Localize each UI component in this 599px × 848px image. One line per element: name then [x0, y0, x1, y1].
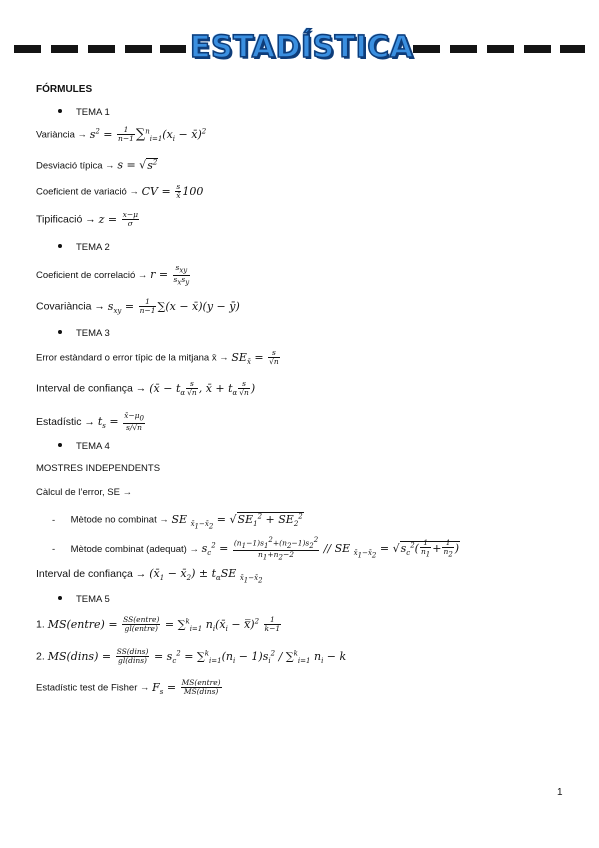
formula-expression: $s_c^2$ = $\frac{(n_1-1)s_1^2+(n_2-1)s_2^2}{n_1+n_2-2}$ // SE $_{x̄_1-x̄_2} = √s_c^2$( $\frac{1}{n_1}$ + $\frac{1}{n_2}$ )	[201, 536, 460, 562]
formula-expression: $t_s$ = $\frac{x̄-\mu_0}{s/√n}$	[97, 411, 144, 432]
decorative-dash	[125, 45, 152, 53]
decorative-dash	[51, 45, 78, 53]
decorative-dash	[560, 45, 585, 53]
formula-expression: MS(entre) = SS(entre) gl(entre) = ∑$^k_{i=1}$ $n_i(x̄_i$ − x̿)$^2$ $\frac{1}{k-1}$	[47, 615, 281, 633]
formula-standard-error	[36, 349, 281, 366]
formula-expression: SE $_{x̄_1-x̄_2} = √SE_1^2 + SE_2^2$	[171, 512, 303, 531]
formula-label: Error estàndard o error típic de la mitjana x̄ →	[36, 352, 229, 364]
formula-label: Coeficient de correlació →	[36, 270, 148, 281]
formula-covariance	[36, 298, 240, 315]
formula-expression: CV = $\frac{s}{x̄}$ 100	[141, 182, 204, 200]
title-banner	[0, 24, 599, 68]
bullet-tema-4	[58, 441, 110, 452]
tema-label: TEMA 2	[76, 242, 110, 253]
formula-number: 1.	[36, 618, 45, 631]
tema-label: TEMA 5	[76, 594, 110, 605]
formula-label: Interval de confiança →	[36, 568, 147, 580]
bullet-tema-1	[58, 107, 110, 118]
formula-label: Interval de confiança →	[36, 382, 147, 395]
formula-variance	[36, 126, 206, 143]
formula-expression: $s = √s^2$	[117, 158, 158, 172]
formula-expression: $s_{xy}$ = $\frac{1}{n-1}$ ∑(x − x̄)(y − ȳ)	[107, 297, 240, 315]
bullet-tema-3	[58, 328, 110, 339]
tema-label: TEMA 1	[76, 107, 110, 118]
formula-label: Estadístic test de Fisher →	[36, 682, 150, 694]
formula-ms-between	[36, 616, 282, 633]
formula-fisher	[36, 679, 223, 696]
tema-label: TEMA 3	[76, 328, 110, 339]
decorative-dash	[160, 45, 186, 53]
section-heading: FÓRMULES	[36, 84, 93, 95]
formula-expression: r = $s_{xy}$ $s_xs_y$	[150, 263, 190, 286]
page-number: 1	[557, 787, 563, 798]
formula-label: Estadístic →	[36, 415, 95, 428]
formula-expression: ($x̄_1$ − $x̄_2) \pm t_\alpha SE$ $_{x̄_1-x̄_2}$	[149, 567, 263, 585]
error-calculation-label: Càlcul de l’error, SE →	[36, 487, 133, 498]
bullet-tema-2	[58, 242, 110, 253]
formula-ms-within	[36, 648, 346, 665]
page-title: ESTADÍSTICA	[190, 30, 414, 65]
formula-expression: $s^2$ = $\frac{1}{n-1}$ $\sum^n_{i=1}(x_i$ − x̄)$^2$	[89, 125, 207, 143]
formula-cv	[36, 183, 203, 200]
formula-label: Coeficient de variació →	[36, 186, 139, 198]
formula-label: Mètode no combinat →	[70, 514, 169, 526]
decorative-dash	[14, 45, 41, 53]
formula-expression: z = $\frac{x-\mu}{\sigma}$	[98, 210, 139, 228]
formula-statistic	[36, 412, 146, 432]
formula-number: 2.	[36, 650, 45, 663]
formula-confidence-interval-2	[36, 567, 263, 585]
decorative-dash	[487, 45, 514, 53]
formula-confidence-interval	[36, 380, 255, 397]
decorative-dash	[450, 45, 477, 53]
formula-label: Variància →	[36, 129, 88, 141]
formula-uncombined-method: - Mètode no combinat → SE $_{x̄_1-x̄_2} = √SE_1^2 + SE_2^2$	[52, 512, 303, 531]
formula-label: Desviació típica →	[36, 160, 115, 172]
formula-correlation	[36, 264, 191, 286]
formula-expression: $F_s$ = MS(entre) MS(dins)	[152, 678, 221, 696]
formula-combined-method: - Mètode combinat (adequat) → $s_c^2$ = $\frac{(n_1-1)s_1^2+(n_2-1)s_2^2}{n_1+n_2-2}$ // SE $_{x̄_1-x̄_2} = √s_c^2$( $\frac{1}{n_1}$ + $\frac{1}{n_2}$ )	[52, 536, 460, 562]
formula-label: Mètode combinat (adequat) →	[70, 543, 199, 555]
formula-expression: $SE_{x̄}$ = $\frac{s}{√n}$	[231, 348, 279, 366]
tema-label: TEMA 4	[76, 441, 110, 452]
formula-label: Tipificació →	[36, 213, 96, 226]
decorative-dash	[413, 45, 440, 53]
subheading-independent-samples: MOSTRES INDEPENDENTS	[36, 463, 161, 474]
decorative-dash	[524, 45, 551, 53]
formula-expression: (x̄ − $t_\alpha$ $\frac{s}{√n}$ , x̄ + $t_\alpha$ $\frac{s}{√n}$ )	[149, 379, 256, 397]
formula-label: Covariància →	[36, 300, 105, 313]
bullet-tema-5	[58, 594, 110, 605]
decorative-dash	[88, 45, 115, 53]
formula-expression: MS(dins) = SS(dins) gl(dins) = $s_c^2 = \sum^k_{i=1}(n_i - 1)s_i^2 / \sum^k_{i=1}$ $n_i - k$	[47, 647, 347, 665]
formula-standardization	[36, 211, 140, 228]
formula-std-deviation	[36, 158, 158, 172]
